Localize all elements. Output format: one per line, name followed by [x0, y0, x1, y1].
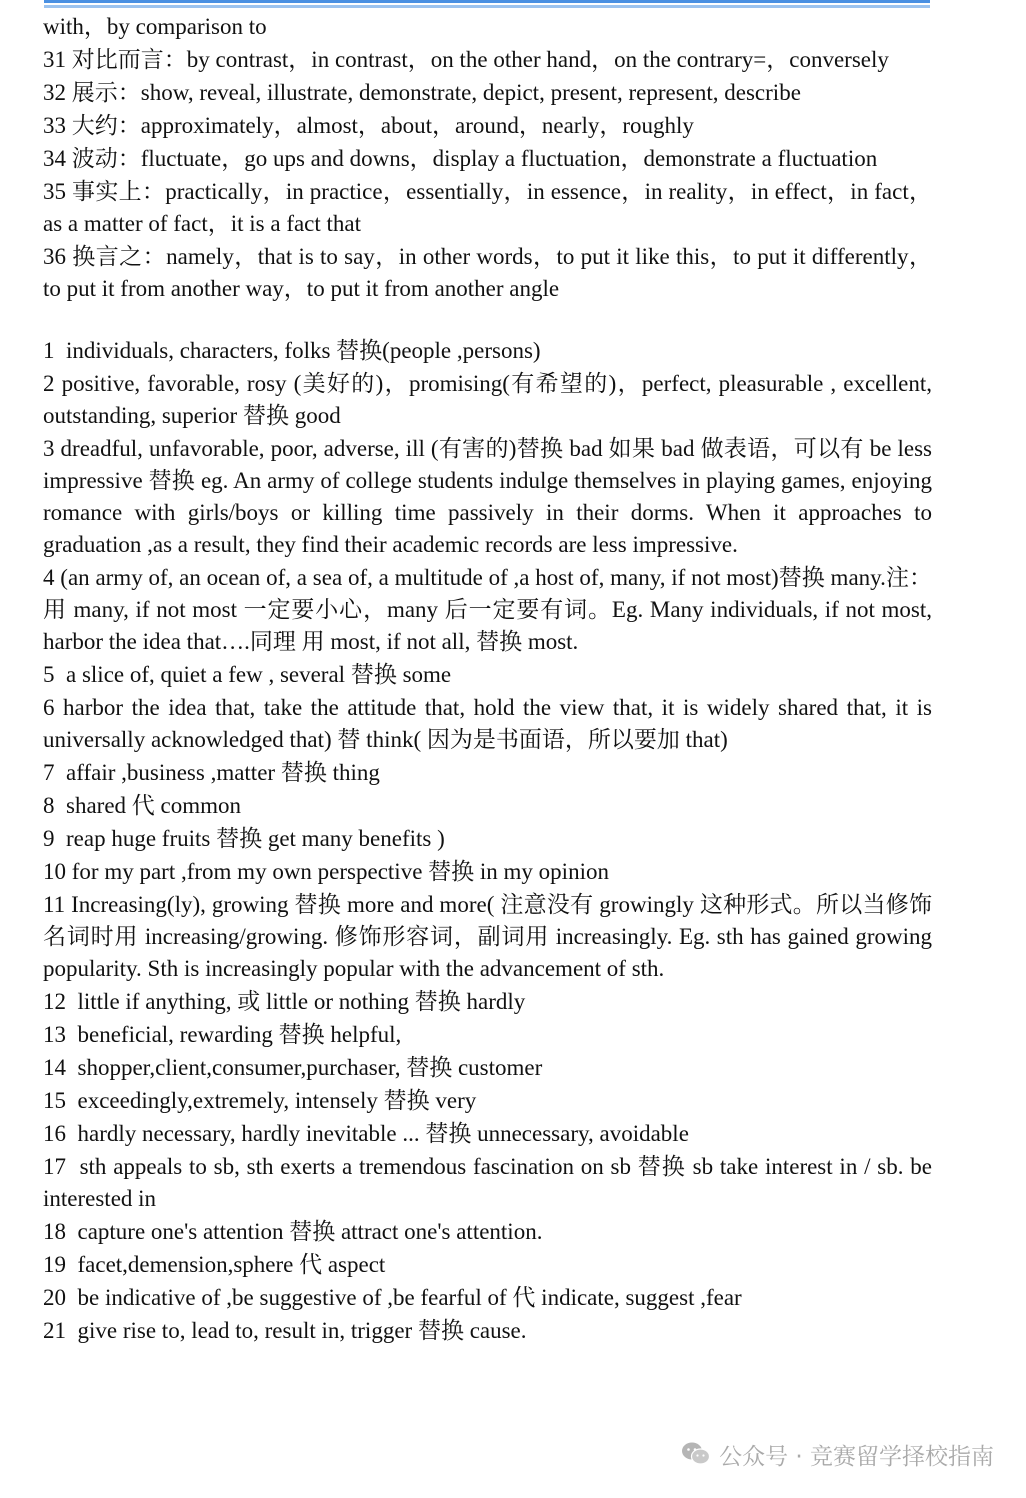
list-item: 5 a slice of, quiet a few , several 替换 some	[43, 662, 452, 687]
list-item: 11 Increasing(ly), growing 替换 more and more( 注意没有 growingly 这种形式。所以当修饰名词时用 increasing/growing. 修饰形容词，副词用 increasingly. Eg. sth has gained growing popularity. Sth is increasingly popular with the advancement of sth.	[43, 892, 938, 981]
list-item: 34 波动：fluctuate，go ups and downs，display a fluctuation，demonstrate a fluctuation	[43, 146, 878, 171]
list-item: 35 事实上：practically，in practice，essentially，in essence，in reality，in effect，in fact，as a matter of fact，it is a fact that	[43, 179, 932, 236]
section-word-replacements	[43, 335, 938, 1347]
list-item: 14 shopper,client,consumer,purchaser, 替换 customer	[43, 1055, 543, 1080]
top-divider	[44, 0, 930, 8]
list-item: 6 harbor the idea that, take the attitude that, hold the view that, it is widely shared that, it is universally acknowledged that) 替 think( 因为是书面语，所以要加 that)	[43, 695, 938, 752]
list-item: 8 shared 代 common	[43, 793, 242, 818]
list-item: 7 affair ,business ,matter 替换 thing	[43, 760, 380, 785]
list-item: 2 positive, favorable, rosy (美好的)，promising(有希望的)，perfect, pleasurable , excellent, outstanding, superior 替换 good	[43, 371, 938, 428]
list-item: 3 dreadful, unfavorable, poor, adverse, ill (有害的)替换 bad 如果 bad 做表语，可以有 be less impressive 替换 eg. An army of college students indulge themselves in playing games, enjoying romance with girls/boys or killing time passively in their dorms. When it approaches to graduation ,as a result, they find their academic records are less impressive.	[43, 436, 938, 557]
list-item: 36 换言之：namely，that is to say，in other words，to put it like this，to put it differently，to put it from another way，to put it from another angle	[43, 244, 932, 301]
list-item: 19 facet,demension,sphere 代 aspect	[43, 1252, 386, 1277]
list-item: 10 for my part ,from my own perspective 替换 in my opinion	[43, 859, 609, 884]
list-item: 4 (an army of, an ocean of, a sea of, a multitude of ,a host of, many, if not most)替换 many.注：用 many, if not most 一定要小心，many 后一定要有词。Eg. Many individuals, if not most, harbor the idea that….同理 用 most, if not all, 替换 most.	[43, 565, 938, 654]
wechat-icon	[681, 1441, 711, 1467]
list-item: 9 reap huge fruits 替换 get many benefits )	[43, 826, 445, 851]
document-body	[43, 11, 938, 1347]
list-item: 31 对比而言：by contrast，in contrast，on the other hand，on the contrary=，conversely	[43, 47, 889, 72]
list-item: 12 little if anything, 或 little or nothing 替换 hardly	[43, 989, 526, 1014]
list-item: 15 exceedingly,extremely, intensely 替换 very	[43, 1088, 477, 1113]
list-item: 32 展示：show, reveal, illustrate, demonstrate, depict, present, represent, describe	[43, 80, 801, 105]
section-spacer	[43, 305, 932, 335]
watermark-text: 公众号 · 竞赛留学择校指南	[719, 1443, 994, 1470]
list-item: 16 hardly necessary, hardly inevitable ... 替换 unnecessary, avoidable	[43, 1121, 689, 1146]
list-item: 13 beneficial, rewarding 替换 helpful,	[43, 1022, 402, 1047]
list-item: 20 be indicative of ,be suggestive of ,be fearful of 代 indicate, suggest ,fear	[43, 1285, 742, 1310]
section-linking-words	[43, 11, 932, 305]
list-item: 33 大约：approximately，almost，about，around，nearly，roughly	[43, 113, 694, 138]
list-item: 1 individuals, characters, folks 替换(people ,persons)	[43, 338, 541, 363]
list-item: with，by comparison to	[43, 14, 267, 39]
list-item: 21 give rise to, lead to, result in, trigger 替换 cause.	[43, 1318, 527, 1343]
list-item: 17 sth appeals to sb, sth exerts a tremendous fascination on sb 替换 sb take interest in / sb. be interested in	[43, 1154, 938, 1211]
watermark	[681, 1436, 994, 1472]
list-item: 18 capture one's attention 替换 attract one's attention.	[43, 1219, 543, 1244]
